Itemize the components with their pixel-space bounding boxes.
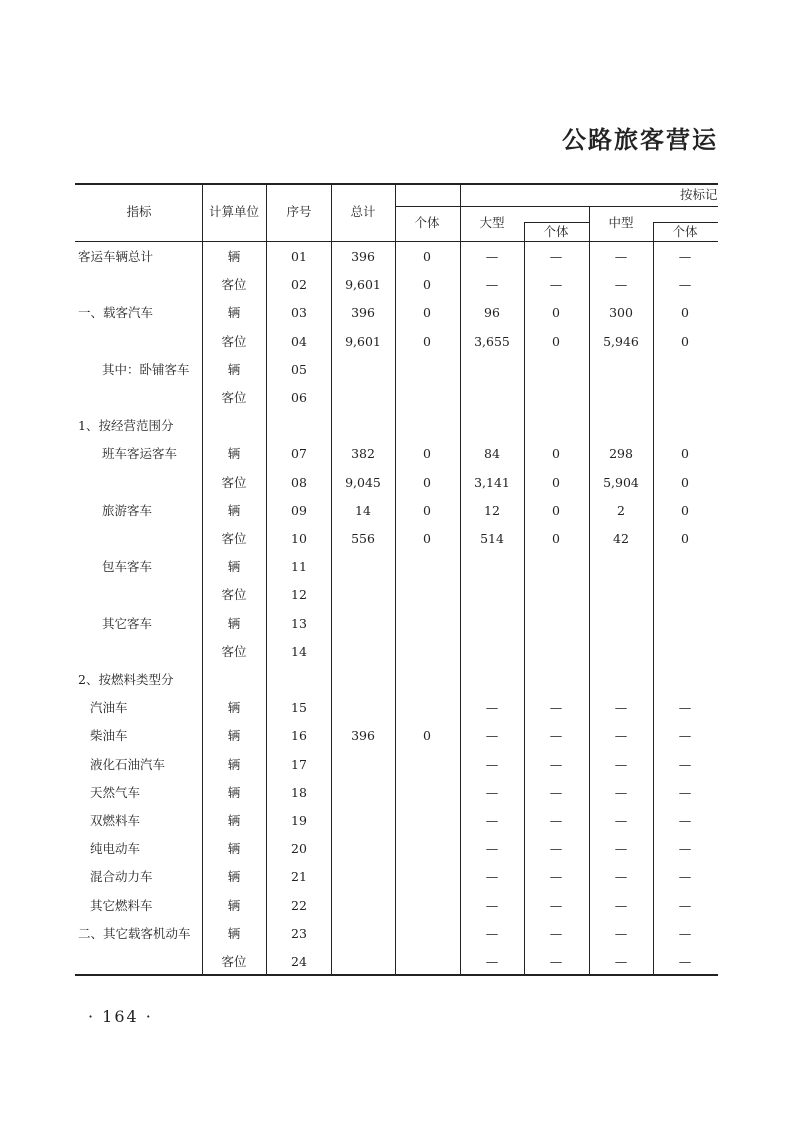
cell-medium: — <box>614 954 628 969</box>
table-row <box>75 863 718 891</box>
cell-seq: 22 <box>291 897 307 913</box>
table-row <box>75 469 718 497</box>
cell-seq: 04 <box>291 333 307 349</box>
cell-medium: — <box>614 728 628 744</box>
cell-unit: 客位 <box>221 390 247 405</box>
header-medium-individual: 个体 <box>672 224 698 239</box>
cell-medium-individual: — <box>678 700 692 716</box>
cell-medium: — <box>614 813 628 828</box>
cell-indicator: 天然气车 <box>90 784 141 800</box>
cell-medium: — <box>614 869 628 885</box>
cell-unit: 辆 <box>227 361 241 377</box>
cell-seq: 06 <box>291 390 307 405</box>
header-total: 总计 <box>350 204 376 219</box>
cell-medium-individual: — <box>678 249 692 264</box>
table-row <box>75 722 718 750</box>
cell-large-individual: — <box>549 784 563 800</box>
cell-seq: 07 <box>291 446 307 462</box>
cell-seq: 09 <box>291 502 307 518</box>
cell-seq: 19 <box>291 813 307 828</box>
cell-medium-individual: — <box>678 784 692 800</box>
cell-large-individual: — <box>549 728 563 744</box>
cell-individual: 0 <box>423 474 431 490</box>
cell-unit: 辆 <box>227 869 241 885</box>
cell-seq: 14 <box>291 643 307 659</box>
cell-medium-individual: — <box>678 277 692 293</box>
header-by-standard: 按标记 <box>680 187 718 202</box>
cell-total: 382 <box>351 446 375 462</box>
cell-seq: 01 <box>291 249 307 264</box>
cell-indicator: 客运车辆总计 <box>78 249 154 264</box>
cell-indicator: 其中：卧铺客车 <box>102 361 190 377</box>
cell-large: — <box>485 954 499 969</box>
table-row <box>75 356 718 384</box>
cell-indicator: 包车客车 <box>102 559 153 575</box>
page-number: · 164 · <box>88 1007 153 1026</box>
cell-medium-individual: 0 <box>681 502 689 518</box>
cell-total: 14 <box>355 502 371 518</box>
cell-medium-individual: 0 <box>681 446 689 462</box>
cell-medium: — <box>614 897 628 913</box>
cell-medium: — <box>614 756 628 772</box>
table-row <box>75 948 718 976</box>
cell-medium-individual: — <box>678 841 692 857</box>
cell-large: — <box>485 756 499 772</box>
table-row <box>75 384 718 412</box>
header-large: 大型 <box>479 215 505 230</box>
cell-individual: 0 <box>423 502 431 518</box>
cell-indicator: 液化石油汽车 <box>90 756 166 772</box>
table-row <box>75 412 718 440</box>
cell-indicator: 混合动力车 <box>90 869 153 885</box>
cell-unit: 辆 <box>227 841 241 857</box>
cell-medium-individual: 0 <box>681 531 689 546</box>
cell-seq: 02 <box>291 277 307 293</box>
header-subrule <box>395 206 718 207</box>
cell-medium: — <box>614 277 628 293</box>
cell-medium-individual: — <box>678 728 692 744</box>
cell-unit: 辆 <box>227 502 241 518</box>
cell-total: 396 <box>351 728 375 744</box>
statistics-table <box>75 183 718 976</box>
cell-large-individual: — <box>549 897 563 913</box>
cell-medium: 298 <box>609 446 633 462</box>
cell-large-individual: — <box>549 756 563 772</box>
table-row <box>75 581 718 609</box>
cell-total: 396 <box>351 249 375 264</box>
cell-unit: 辆 <box>227 249 241 264</box>
cell-seq: 11 <box>291 559 307 575</box>
header-seq: 序号 <box>286 204 312 219</box>
cell-large-individual: — <box>549 249 563 264</box>
cell-seq: 16 <box>291 728 307 744</box>
table-row <box>75 610 718 638</box>
cell-unit: 客位 <box>221 474 247 490</box>
cell-large: 12 <box>484 502 500 518</box>
cell-medium: 2 <box>617 502 625 518</box>
table-row <box>75 920 718 948</box>
table-row <box>75 807 718 835</box>
table-row <box>75 328 718 356</box>
cell-total: 9,045 <box>345 474 381 490</box>
cell-unit: 辆 <box>227 305 241 321</box>
header-individual: 个体 <box>414 215 440 230</box>
table-row <box>75 497 718 525</box>
cell-medium: — <box>614 925 628 941</box>
cell-unit: 辆 <box>227 925 241 941</box>
header-large-individual: 个体 <box>543 224 569 239</box>
cell-individual: 0 <box>423 333 431 349</box>
cell-indicator: 班车客运客车 <box>102 446 178 462</box>
table-row <box>75 751 718 779</box>
cell-large: — <box>485 813 499 828</box>
cell-individual: 0 <box>423 728 431 744</box>
cell-medium: — <box>614 841 628 857</box>
header-subrule <box>524 222 589 223</box>
cell-medium-individual: — <box>678 756 692 772</box>
table-row <box>75 271 718 299</box>
header-unit: 计算单位 <box>208 204 260 219</box>
cell-medium-individual: 0 <box>681 333 689 349</box>
cell-unit: 辆 <box>227 446 241 462</box>
cell-large: — <box>485 841 499 857</box>
table-row <box>75 694 718 722</box>
cell-large: — <box>485 784 499 800</box>
cell-medium-individual: — <box>678 813 692 828</box>
cell-large: — <box>485 925 499 941</box>
cell-medium-individual: — <box>678 954 692 969</box>
cell-medium-individual: — <box>678 925 692 941</box>
cell-indicator: 一、载客汽车 <box>78 305 154 321</box>
cell-unit: 辆 <box>227 756 241 772</box>
cell-unit: 客位 <box>221 277 247 293</box>
table-top-rule <box>75 183 718 185</box>
cell-seq: 03 <box>291 305 307 321</box>
cell-unit: 客位 <box>221 643 247 659</box>
cell-indicator: 2、按燃料类型分 <box>78 672 174 687</box>
cell-medium: 5,904 <box>603 474 639 490</box>
table-row <box>75 779 718 807</box>
header-medium: 中型 <box>608 215 634 230</box>
cell-seq: 10 <box>291 531 307 546</box>
cell-indicator: 汽油车 <box>90 700 128 716</box>
cell-indicator: 纯电动车 <box>90 841 141 857</box>
page-title: 公路旅客营运 <box>562 125 718 154</box>
cell-unit: 客位 <box>221 333 247 349</box>
cell-medium: 5,946 <box>603 333 639 349</box>
cell-seq: 13 <box>291 615 307 631</box>
cell-large-individual: — <box>549 925 563 941</box>
cell-total: 396 <box>351 305 375 321</box>
cell-large-individual: 0 <box>552 531 560 546</box>
cell-seq: 12 <box>291 587 307 603</box>
cell-individual: 0 <box>423 531 431 546</box>
cell-individual: 0 <box>423 446 431 462</box>
cell-large: 3,141 <box>474 474 510 490</box>
cell-seq: 21 <box>291 869 307 885</box>
table-row <box>75 299 718 327</box>
table-row <box>75 666 718 694</box>
cell-large-individual: — <box>549 700 563 716</box>
table-row <box>75 553 718 581</box>
cell-large-individual: 0 <box>552 333 560 349</box>
cell-large: — <box>485 869 499 885</box>
cell-large: — <box>485 249 499 264</box>
cell-large-individual: — <box>549 869 563 885</box>
cell-large-individual: — <box>549 277 563 293</box>
cell-large: 84 <box>484 446 500 462</box>
cell-large-individual: 0 <box>552 446 560 462</box>
cell-large-individual: — <box>549 841 563 857</box>
cell-large: — <box>485 700 499 716</box>
table-row <box>75 525 718 553</box>
cell-large: — <box>485 897 499 913</box>
cell-large: 96 <box>484 305 500 321</box>
cell-unit: 辆 <box>227 813 241 828</box>
cell-unit: 客位 <box>221 531 247 546</box>
header-subrule <box>653 222 718 223</box>
cell-total: 556 <box>351 531 375 546</box>
cell-medium: 300 <box>609 305 633 321</box>
cell-seq: 05 <box>291 361 307 377</box>
cell-unit: 辆 <box>227 700 241 716</box>
cell-seq: 18 <box>291 784 307 800</box>
cell-unit: 辆 <box>227 784 241 800</box>
cell-indicator: 二、其它载客机动车 <box>78 925 191 941</box>
cell-medium: 42 <box>613 531 629 546</box>
cell-medium: — <box>614 700 628 716</box>
cell-unit: 客位 <box>221 587 247 603</box>
cell-indicator: 1、按经营范围分 <box>78 418 174 434</box>
table-row <box>75 243 718 271</box>
cell-unit: 辆 <box>227 728 241 744</box>
cell-individual: 0 <box>423 305 431 321</box>
header-indicator: 指标 <box>126 204 152 219</box>
cell-seq: 20 <box>291 841 307 857</box>
cell-medium: — <box>614 249 628 264</box>
cell-total: 9,601 <box>345 277 381 293</box>
cell-medium-individual: 0 <box>681 305 689 321</box>
cell-medium: — <box>614 784 628 800</box>
header-bottom-rule <box>75 241 718 242</box>
cell-unit: 客位 <box>221 954 247 969</box>
cell-indicator: 其它客车 <box>102 615 153 631</box>
cell-seq: 15 <box>291 700 307 716</box>
cell-large: — <box>485 277 499 293</box>
cell-medium-individual: 0 <box>681 474 689 490</box>
cell-large: 514 <box>480 531 504 546</box>
table-row <box>75 835 718 863</box>
cell-unit: 辆 <box>227 559 241 575</box>
cell-seq: 17 <box>291 756 307 772</box>
cell-unit: 辆 <box>227 615 241 631</box>
cell-medium-individual: — <box>678 897 692 913</box>
cell-medium-individual: — <box>678 869 692 885</box>
cell-indicator: 柴油车 <box>90 728 128 744</box>
cell-individual: 0 <box>423 277 431 293</box>
cell-large-individual: 0 <box>552 474 560 490</box>
cell-seq: 24 <box>291 954 307 969</box>
cell-indicator: 其它燃料车 <box>90 897 153 913</box>
cell-seq: 08 <box>291 474 307 490</box>
cell-large-individual: 0 <box>552 305 560 321</box>
cell-large: 3,655 <box>474 333 510 349</box>
cell-unit: 辆 <box>227 897 241 913</box>
cell-indicator: 双燃料车 <box>90 813 141 828</box>
cell-seq: 23 <box>291 925 307 941</box>
table-row <box>75 440 718 468</box>
cell-large-individual: 0 <box>552 502 560 518</box>
table-row <box>75 892 718 920</box>
cell-indicator: 旅游客车 <box>102 502 153 518</box>
cell-large-individual: — <box>549 954 563 969</box>
cell-large: — <box>485 728 499 744</box>
cell-individual: 0 <box>423 249 431 264</box>
cell-large-individual: — <box>549 813 563 828</box>
table-row <box>75 638 718 666</box>
cell-total: 9,601 <box>345 333 381 349</box>
